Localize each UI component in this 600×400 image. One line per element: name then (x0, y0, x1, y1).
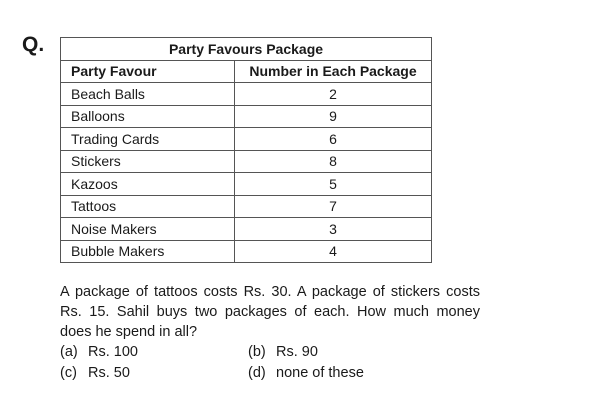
question-label: Q. (22, 33, 45, 56)
table-row (61, 150, 432, 173)
option-text: Rs. 50 (88, 365, 130, 381)
answer-options (60, 342, 500, 384)
favour-name: Kazoos (61, 173, 235, 196)
table-header-row (61, 60, 432, 83)
favour-name: Bubble Makers (61, 240, 235, 263)
favour-number: 4 (235, 240, 432, 263)
favour-name: Balloons (61, 105, 235, 128)
option-a[interactable] (60, 342, 248, 363)
favour-name: Beach Balls (61, 83, 235, 106)
option-c[interactable] (60, 363, 248, 384)
option-letter: (d) (248, 365, 266, 381)
table-row (61, 173, 432, 196)
option-letter: (b) (248, 344, 266, 360)
favour-name: Tattoos (61, 195, 235, 218)
favour-name: Noise Makers (61, 218, 235, 241)
column-header-party-favour: Party Favour (61, 60, 235, 83)
favour-number: 3 (235, 218, 432, 241)
option-text: Rs. 90 (276, 344, 318, 360)
table-title-row (61, 38, 432, 61)
column-header-number: Number in Each Package (235, 60, 432, 83)
table-row (61, 83, 432, 106)
option-b[interactable] (248, 342, 436, 363)
table-title: Party Favours Package (61, 38, 432, 61)
table-row (61, 218, 432, 241)
question-text: A package of tattoos costs Rs. 30. A package of stickers costs Rs. 15. Sahil buys two packages of each. How much money does he spend in all? (60, 284, 480, 340)
favour-name: Stickers (61, 150, 235, 173)
option-letter: (a) (60, 344, 78, 360)
options-row (60, 342, 500, 363)
favour-name: Trading Cards (61, 128, 235, 151)
option-text: none of these (276, 365, 364, 381)
favour-number: 7 (235, 195, 432, 218)
option-text: Rs. 100 (88, 344, 138, 360)
favour-number: 8 (235, 150, 432, 173)
favour-number: 9 (235, 105, 432, 128)
table-row (61, 195, 432, 218)
option-letter: (c) (60, 365, 77, 381)
table-row (61, 128, 432, 151)
option-d[interactable] (248, 363, 436, 384)
favour-number: 2 (235, 83, 432, 106)
table-row (61, 105, 432, 128)
favour-number: 6 (235, 128, 432, 151)
favour-number: 5 (235, 173, 432, 196)
table-row (61, 240, 432, 263)
party-favours-table (60, 37, 432, 263)
options-row (60, 363, 500, 384)
